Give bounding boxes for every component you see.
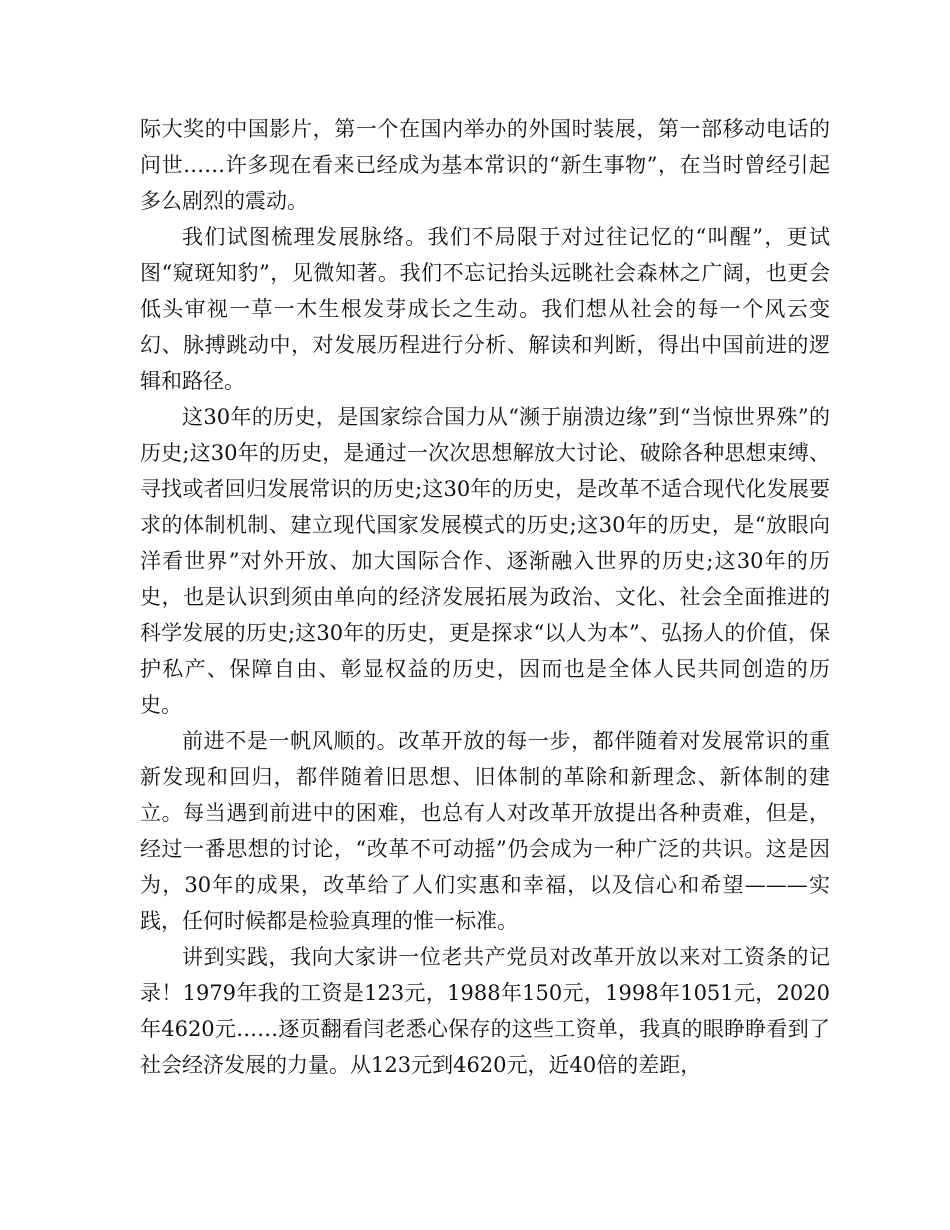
paragraph-progress-not-smooth: 前进不是一帆风顺的。改革开放的每一步，都伴随着对发展常识的重新发现和回归，都伴随着旧思想、旧体制的革除和新理念、新体制的建立。每当遇到前进中的困难，也总有人对改革开放提出各种责难，但是，经过一番思想的讨论，“改革不可动摇”仍会成为一种广泛的共识。这是因为，30年的成果，改革给了人们实惠和幸福，以及信心和希望———实践，任何时候都是检验真理的惟一标准。: [140, 729, 830, 933]
paragraph-development-context: 我们试图梳理发展脉络。我们不局限于对过往记忆的“叫醒”，更试图“窥斑知豹”，见微知著。我们不忘记抬头远眺社会森林之广阔，也更会低头审视一草一木生根发芽成长之生动。我们想从社会的每一个风云变幻、脉搏跳动中，对发展历程进行分析、解读和判断，得出中国前进的逻辑和路径。: [140, 225, 830, 393]
paragraph-salary-records: 讲到实践，我向大家讲一位老共产党员对改革开放以来对工资条的记录！1979年我的工资是123元，1988年150元，1998年1051元，2020年4620元……逐页翻看闫老悉心保存的这些工资单，我真的眼睁睁看到了社会经济发展的力量。从123元到4620元，近40倍的差距，: [140, 945, 830, 1077]
paragraph-thirty-years-history: 这30年的历史，是国家综合国力从“濒于崩溃边缘”到“当惊世界殊”的历史;这30年的历史，是通过一次次思想解放大讨论、破除各种思想束缚、寻找或者回归发展常识的历史;这30年的历史，是改革不适合现代化发展要求的体制机制、建立现代国家发展模式的历史;这30年的历史，是“放眼向洋看世界”对外开放、加大国际合作、逐渐融入世界的历史;这30年的历史，也是认识到须由单向的经济发展拓展为政治、文化、社会全面推进的科学发展的历史;这30年的历史，更是探求“以人为本”、弘扬人的价值，保护私产、保障自由、彰显权益的历史，因而也是全体人民共同创造的历史。: [140, 405, 830, 717]
document-body: [140, 111, 830, 1083]
paragraph-continued: 际大奖的中国影片，第一个在国内举办的外国时装展，第一部移动电话的问世……许多现在看来已经成为基本常识的“新生事物”，在当时曾经引起多么剧烈的震动。: [140, 117, 830, 213]
